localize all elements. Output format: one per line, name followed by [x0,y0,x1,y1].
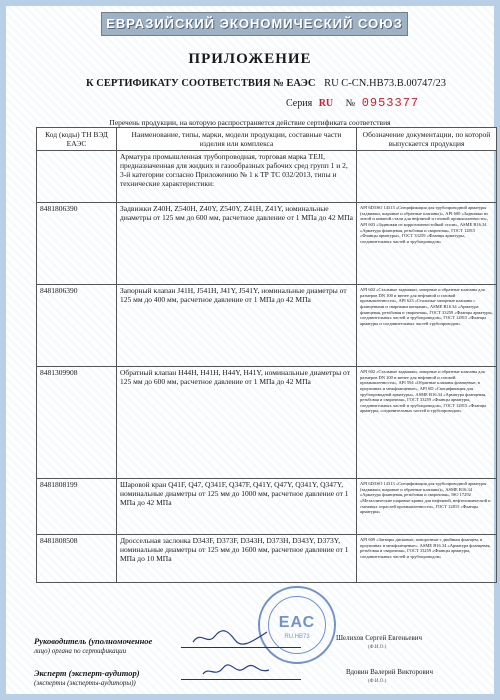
number-sign: № [345,98,356,109]
certification-stamp [258,586,336,664]
products-table [36,127,497,583]
row-docs: API 602 «Стальные задвижки, запорные и обратные клапаны для размеров DN 100 и менее для нефтяной и газовой промышленности», API 623 «Стальные запорные клапаны с фланцевыми и сварными концами», ASME B16.34 «Арматура фланцевая, резьбовая и сварочная», ГОСТ 33259 «Фланцы арматуры, соединительных частей и трубопроводов», ГОСТ 12815 «Фланцы арматуры и соединительных частей трубопроводов» [357,285,497,367]
row-name: Дроссельная заслонка D343F, D373F, D343H, D373H, D343Y, D373Y, номинальные диаметры от 125 мм до 1600 мм, расчетное давление от 1 МПа до 10 МПа [117,535,357,583]
series-line [286,96,419,110]
row-docs: API 602 «Стальные задвижки, запорные и обратные клапаны для размеров DN 100 и менее для нефтяной и газовой промышленности», API 594 «Обратные клапаны фланцевые, в проушинах и межфланцевые», API 6D «Спецификация для трубопроводной арматуры», ASME B16.34 «Арматура фланцевая, резьбовая и сварочная», ГОСТ 33259 «Фланцы арматуры, соединительных частей и трубопроводов», ГОСТ 12815 «Фланцы арматуры, соединительных частей и трубопроводов» [357,367,497,479]
annex-title: ПРИЛОЖЕНИЕ [188,51,312,67]
row-code: 8481806390 [37,203,117,285]
subtitle-text: К СЕРТИФИКАТУ СООТВЕТСТВИЯ № ЕАЭС [86,78,316,89]
row-docs: API 609 «Затворы дисковые, поворотные с двойным фланцем, в проушинах и межфланцевые», ASME B16.34 «Арматура фланцевая, резьбовая и сварочная», ГОСТ 33259 «Фланцы арматуры, соединительных частей и трубопроводов» [357,535,497,583]
row-code: 8481806390 [37,285,117,367]
intro-text: Арматура промышленная трубопроводная, торговая марка TEJI, предназначенная для жидких и газообразных рабочих сред групп 1 и 2, 3-й категории согласно Приложению № 1 к ТР ТС 032/2013, типы и технические характеристики: [117,151,357,203]
head-signatory-name: Шелихов Сергей Евгеньевич [336,634,423,642]
head-name-hint: (Ф.И.О.) [368,645,387,650]
row-code: 8481808508 [37,535,117,583]
series-number: 0953377 [361,96,420,110]
intro-row [37,151,497,203]
stamp-text: RU.HB73 [284,634,310,640]
row-name: Задвижки Z40H, Z540H, Z40Y, Z540Y, Z41H, Z41Y, номинальные диаметры от 125 мм до 600 мм, расчетное давление от 1 МПа до 42 МПа [117,203,357,285]
row-docs: API 6D/ISO 14313 «Спецификация для трубопроводной арматуры (задвижки, шаровые и обратные клапаны)», ASME B16.34 «Арматура фланцевая, резьбовая и сварочная», ISO 17292 «Металлические шаровые краны для нефтяной, нефтехимической и смежных отраслей промышленности», ГОСТ 12815 «Фланцы арматуры» [357,479,497,535]
head-signature-icon [191,628,271,648]
intro-docs-cell [357,151,497,203]
row-name: Запорный клапан J41H, J541H, J41Y, J541Y, номинальные диаметры от 125 мм до 400 мм, расчетное давление от 1 МПа до 42 МПа [117,285,357,367]
union-banner: ЕВРАЗИЙСКИЙ ЭКОНОМИЧЕСКИЙ СОЮЗ [101,12,408,36]
expert-signature-icon [201,662,271,680]
table-row [37,203,497,285]
table-row [37,479,497,535]
expert-name: Вдовин Валерий Викторович [346,668,434,676]
products-caption: Перечень продукции, на которую распространяется действие сертификата соответствия [109,118,391,127]
certificate-subtitle [86,78,474,89]
row-name: Обратный клапан H44H, H41H, H44Y, H41Y, номинальные диаметры от 125 мм до 600 мм, расчетное давление от 1 МПа до 42 МПа [117,367,357,479]
table-row [37,535,497,583]
row-docs: API 6D/ISO 14313 «Спецификация для трубопроводной арматуры (задвижки, шаровые и обратные клапаны)», API 600 «Задвижки из литой и кованой стали для нефтяной и газовой промышленности», API 603 «Задвижки из коррозионностойкой стали», ASME B16.34 «Арматура фланцевая, резьбовая и сварочная», ГОСТ 12815 «Фланцы арматуры», ГОСТ 33259 «Фланцы арматуры, соединительных частей и трубопроводов» [357,203,497,285]
intro-code-cell [37,151,117,203]
table-row [37,367,497,479]
table-row [37,285,497,367]
expert-name-hint: (Ф.И.О.) [368,679,387,684]
head-signatory-label: Руководитель (уполномоченное [34,636,153,646]
row-name: Шаровой кран Q41F, Q47, Q341F, Q347F, Q41Y, Q47Y, Q341Y, Q347Y, номинальные диаметры от 125 мм до 1000 мм, расчетное давление от 1 МПа до 42 МПа [117,479,357,535]
expert-label: Эксперт (эксперт-аудитор) [34,668,140,678]
table-header-row [37,128,497,151]
expert-label-2: (эксперты (эксперты-аудиторы)) [34,679,136,687]
stamp-mark: ЕАС [278,614,316,631]
row-code: 8481808199 [37,479,117,535]
head-signatory-label-2: лицо) органа по сертификации [34,647,127,655]
header-code: Код (коды) ТН ВЭД ЕАЭС [37,128,117,151]
row-code: 8481309908 [37,367,117,479]
certificate-number: RU C-CN.HB73.B.00747/23 [324,78,446,89]
series-code: RU [318,98,334,109]
series-label: Серия [286,98,313,109]
header-docs: Обозначение документации, по которой выпускается продукция [357,128,497,151]
header-name: Наименование, типы, марки, модели продукции, составные части изделия или комплекса [117,128,357,151]
